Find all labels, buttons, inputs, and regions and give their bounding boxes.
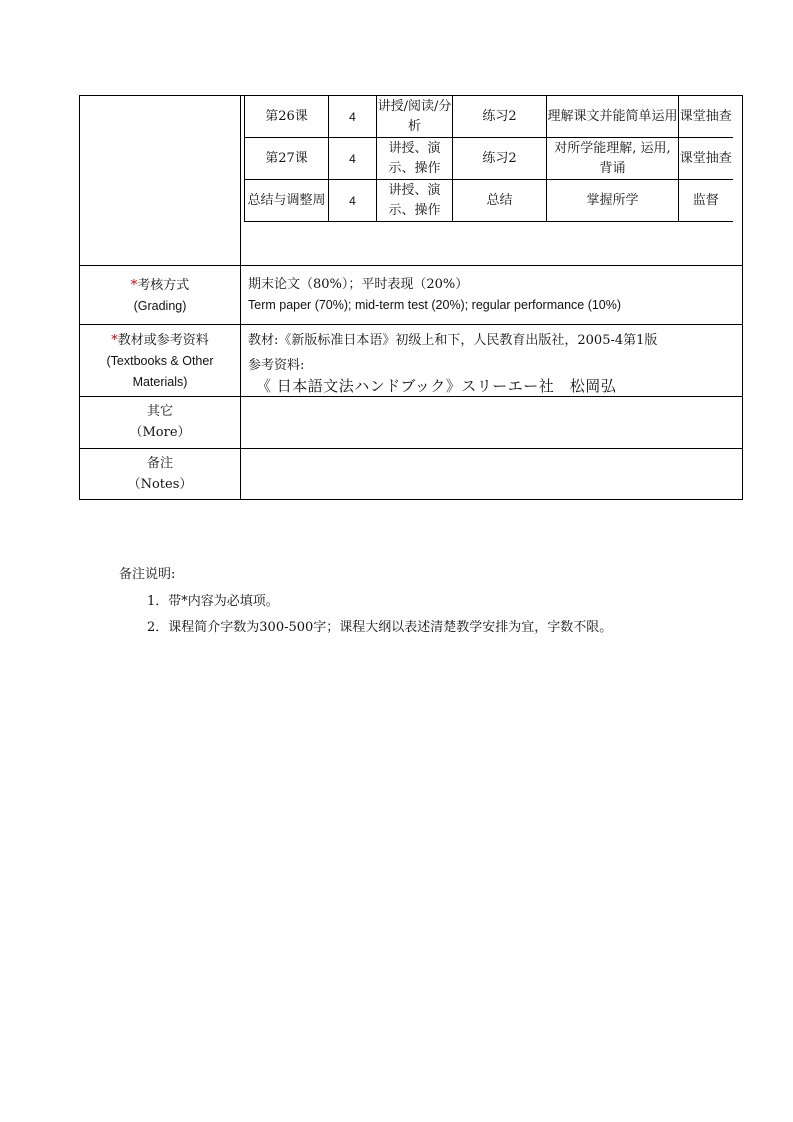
row-divider bbox=[80, 448, 742, 449]
materials-content bbox=[248, 331, 657, 396]
schedule-cell-lesson: 总结与调整周 bbox=[245, 180, 329, 222]
reference-item: 《 日本語文法ハンドブック》スリーエー社 松岡弘 bbox=[256, 377, 617, 395]
notes-label: 备注 （Notes） bbox=[127, 456, 193, 492]
schedule-cell-assessment: 课堂抽查 bbox=[679, 96, 733, 138]
schedule-cell-method: 讲授、演示、操作 bbox=[377, 180, 453, 222]
schedule-cell-assessment: 课堂抽查 bbox=[679, 138, 733, 180]
schedule-cell-lesson: 第26课 bbox=[245, 96, 329, 138]
textbook-line: 教材:《新版标准日本语》初级上和下，人民教育出版社，2005-4第1版 bbox=[248, 333, 658, 348]
row-divider bbox=[80, 324, 742, 325]
grading-line-cn: 期末论文（80%）；平时表现（20%） bbox=[248, 277, 469, 292]
more-label: 其它 （More） bbox=[129, 404, 191, 440]
schedule-cell-hours: 4 bbox=[329, 138, 377, 180]
schedule-cell-hours: 4 bbox=[329, 96, 377, 138]
schedule-cell-requirement: 掌握所学 bbox=[547, 180, 679, 222]
schedule-row bbox=[245, 96, 733, 138]
column-divider bbox=[240, 96, 241, 499]
schedule-cell-requirement: 对所学能理解, 运用, 背诵 bbox=[547, 138, 679, 180]
footer-item: 2．课程简介字数为300-500字；课程大纲以表述清楚教学安排为宜，字数不限。 bbox=[147, 620, 613, 635]
footer-title: 备注说明: bbox=[119, 567, 176, 582]
schedule-table bbox=[244, 96, 733, 222]
grading-line-en: Term paper (70%); mid-term test (20%); regular performance (10%) bbox=[248, 298, 622, 312]
course-table bbox=[79, 95, 743, 500]
schedule-cell-method: 讲授/阅读/分析 bbox=[377, 96, 453, 138]
schedule-cell-homework: 总结 bbox=[453, 180, 547, 222]
schedule-cell-hours: 4 bbox=[329, 180, 377, 222]
schedule-cell-lesson: 第27课 bbox=[245, 138, 329, 180]
footer-item: 1．带*内容为必填项。 bbox=[147, 594, 279, 609]
schedule-cell-method: 讲授、演示、操作 bbox=[377, 138, 453, 180]
row-divider bbox=[80, 396, 742, 397]
schedule-cell-assessment: 监督 bbox=[679, 180, 733, 222]
materials-label: *教材或参考资料 (Textbooks & Other Materials) bbox=[106, 333, 214, 389]
schedule-row bbox=[245, 180, 733, 222]
schedule-row bbox=[245, 138, 733, 180]
grading-label: *考核方式 (Grading) bbox=[130, 278, 190, 313]
footer-notes bbox=[119, 565, 613, 635]
schedule-cell-requirement: 理解课文并能简单运用 bbox=[547, 96, 679, 138]
grading-content bbox=[248, 275, 621, 315]
reference-label: 参考资料: bbox=[248, 358, 305, 373]
schedule-cell-homework: 练习2 bbox=[453, 96, 547, 138]
schedule-cell-homework: 练习2 bbox=[453, 138, 547, 180]
row-divider bbox=[80, 265, 742, 266]
